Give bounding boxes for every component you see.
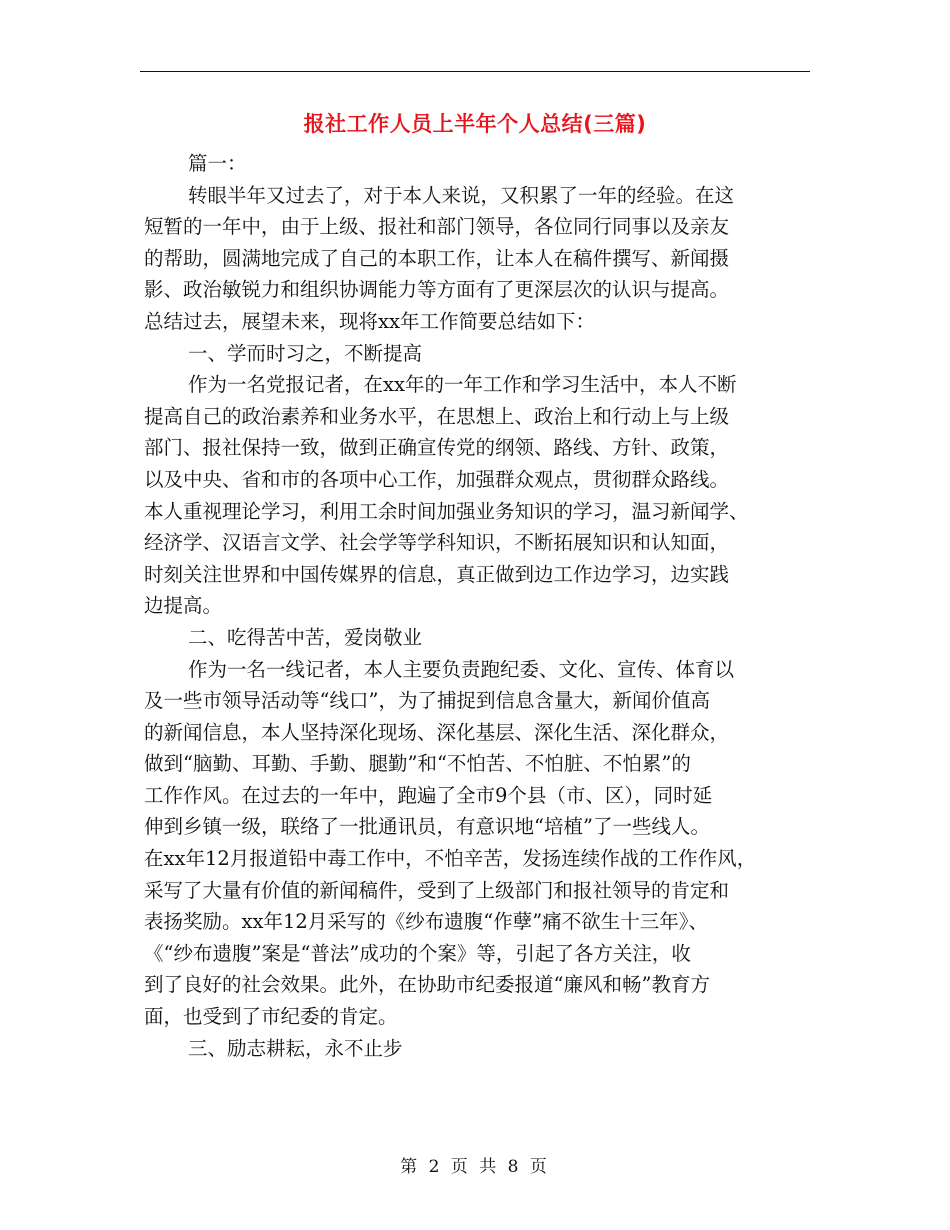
text-line: 以及中央、省和市的各项中心工作，加强群众观点，贯彻群众路线。 [144,467,730,491]
text-line: 作为一名党报记者，在xx年的一年工作和学习生活中，本人不断 [188,373,737,397]
text-line: 表扬奖励。xx年12月采写的《纱布遗腹“作孽”痛不欲生十三年》、 [144,910,708,934]
text-line: 总结过去，展望未来，现将xx年工作简要总结如下： [144,309,595,333]
text-line: 部门、报社保持一致，做到正确宣传党的纲领、路线、方针、政策， [144,436,730,460]
text-line: 本人重视理论学习，利用工余时间加强业务知识的学习，温习新闻学、 [144,499,749,523]
text-line: 影、政治敏锐力和组织协调能力等方面有了更深层次的认识与提高。 [144,278,730,302]
text-line: 篇一： [188,152,247,175]
document-title: 报社工作人员上半年个人总结(三篇) [303,112,647,136]
text-line: 采写了大量有价值的新闻稿件，受到了上级部门和报社领导的肯定和 [144,878,730,902]
text-line: 伸到乡镇一级，联络了一批通讯员，有意识地“培植”了一些线人。 [144,815,710,839]
text-line: 作为一名一线记者，本人主要负责跑纪委、文化、宣传、体育以 [188,657,735,681]
text-line: 二、吃得苦中苦，爱岗敬业 [188,625,423,649]
text-line: 面，也受到了市纪委的肯定。 [144,1005,398,1029]
text-line: 在xx年12月报道铅中毒工作中，不怕辛苦，发扬连续作战的工作作风， [144,847,757,871]
text-line: 做到“脑勤、耳勤、手勤、腿勤”和“不怕苦、不怕脏、不怕累”的 [144,752,691,776]
text-line: 《“纱布遗腹”案是“普法”成功的个案》等，引起了各方关注，收 [144,941,691,965]
text-line: 一、学而时习之，不断提高 [188,341,423,365]
text-line: 的新闻信息，本人坚持深化现场、深化基层、深化生活、深化群众， [144,720,730,744]
text-line: 经济学、汉语言文学、社会学等学科知识，不断拓展知识和认知面， [144,531,730,555]
text-line: 转眼半年又过去了，对于本人来说，又积累了一年的经验。在这 [188,183,735,207]
text-line: 边提高。 [144,594,223,618]
text-line: 到了良好的社会效果。此外，在协助市纪委报道“廉风和畅”教育方 [144,973,710,997]
page-footer: 第 2 页 共 8 页 [400,1157,550,1177]
header-rule [140,71,810,72]
document-body [144,148,816,1064]
text-line: 及一些市领导活动等“线口”，为了捕捉到信息含量大，新闻价值高 [144,689,710,713]
text-line: 短暂的一年中，由于上级、报社和部门领导，各位同行同事以及亲友 [144,215,730,239]
text-line: 的帮助，圆满地完成了自己的本职工作，让本人在稿件撰写、新闻摄 [144,246,730,270]
text-line: 时刻关注世界和中国传媒界的信息，真正做到边工作边学习，边实践 [144,562,730,586]
text-line: 三、励志耕耘，永不止步 [188,1036,403,1060]
text-line: 提高自己的政治素养和业务水平，在思想上、政治上和行动上与上级 [144,404,730,428]
text-line: 工作作风。在过去的一年中，跑遍了全市9个县（市、区），同时延 [144,783,713,807]
